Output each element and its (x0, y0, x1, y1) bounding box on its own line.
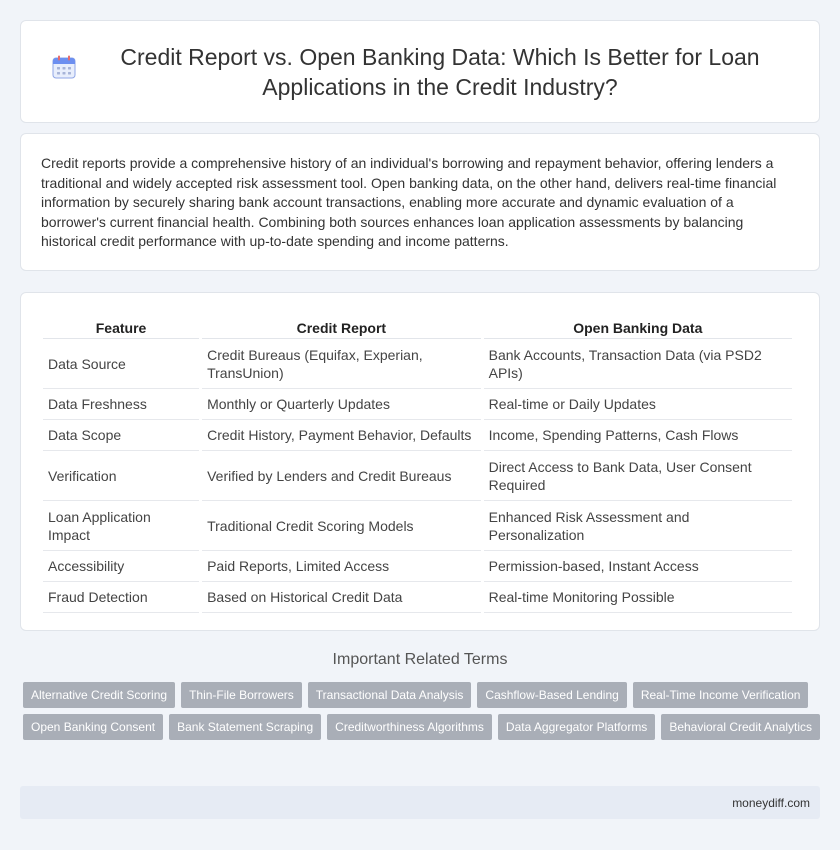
feature-cell: Fraud Detection (43, 582, 199, 613)
open-banking-cell: Direct Access to Bank Data, User Consent Required (484, 451, 792, 501)
related-term-tag[interactable]: Behavioral Credit Analytics (661, 714, 820, 740)
related-term-tag[interactable]: Alternative Credit Scoring (23, 682, 175, 708)
open-banking-cell: Income, Spending Patterns, Cash Flows (484, 420, 792, 451)
credit-report-cell: Verified by Lenders and Credit Bureaus (202, 451, 481, 501)
comparison-table (40, 313, 795, 613)
table-row (43, 582, 792, 613)
credit-report-cell: Paid Reports, Limited Access (202, 551, 481, 582)
related-term-tag[interactable]: Transactional Data Analysis (308, 682, 472, 708)
intro-card (20, 133, 820, 271)
related-terms-list (23, 682, 823, 740)
title-card (20, 20, 820, 123)
table-row (43, 551, 792, 582)
open-banking-cell: Enhanced Risk Assessment and Personalization (484, 501, 792, 551)
feature-cell: Loan Application Impact (43, 501, 199, 551)
related-term-tag[interactable]: Real-Time Income Verification (633, 682, 809, 708)
page-title: Credit Report vs. Open Banking Data: Which Is Better for Loan Applications in the Credit Industry? (120, 43, 760, 100)
credit-report-cell: Based on Historical Credit Data (202, 582, 481, 613)
header-open-banking: Open Banking Data (484, 313, 792, 339)
header-credit-report: Credit Report (202, 313, 481, 339)
calendar-icon (51, 54, 77, 80)
related-term-tag[interactable]: Cashflow-Based Lending (477, 682, 626, 708)
table-row (43, 389, 792, 420)
feature-cell: Accessibility (43, 551, 199, 582)
table-row (43, 339, 792, 389)
related-term-tag[interactable]: Creditworthiness Algorithms (327, 714, 492, 740)
credit-report-cell: Credit Bureaus (Equifax, Experian, TransUnion) (202, 339, 481, 389)
related-terms-title: Important Related Terms (332, 651, 508, 668)
table-header-row (43, 313, 792, 339)
intro-paragraph: Credit reports provide a comprehensive history of an individual's borrowing and repayment behavior, offering lenders a traditional and widely accepted risk assessment tool. Open banking data, on the other hand, delivers real-time financial information by securely sharing bank account transactions, enabling more accurate and dynamic evaluation of a borrower's current financial health. Combining both sources enhances loan application assessments by balancing historical credit performance with up-to-date spending and income patterns. (41, 155, 777, 249)
open-banking-cell: Bank Accounts, Transaction Data (via PSD2 APIs) (484, 339, 792, 389)
table-row (43, 420, 792, 451)
feature-cell: Verification (43, 451, 199, 501)
related-term-tag[interactable]: Data Aggregator Platforms (498, 714, 655, 740)
comparison-table-card (20, 292, 820, 631)
credit-report-cell: Traditional Credit Scoring Models (202, 501, 481, 551)
credit-report-cell: Credit History, Payment Behavior, Defaults (202, 420, 481, 451)
related-term-tag[interactable]: Open Banking Consent (23, 714, 163, 740)
open-banking-cell: Permission-based, Instant Access (484, 551, 792, 582)
table-row (43, 451, 792, 501)
open-banking-cell: Real-time or Daily Updates (484, 389, 792, 420)
feature-cell: Data Scope (43, 420, 199, 451)
footer-site-link[interactable]: moneydiff.com (732, 795, 810, 810)
table-row (43, 501, 792, 551)
open-banking-cell: Real-time Monitoring Possible (484, 582, 792, 613)
related-term-tag[interactable]: Thin-File Borrowers (181, 682, 302, 708)
footer (20, 786, 820, 819)
feature-cell: Data Source (43, 339, 199, 389)
header-feature: Feature (43, 313, 199, 339)
feature-cell: Data Freshness (43, 389, 199, 420)
title-wrap (21, 42, 819, 102)
related-term-tag[interactable]: Bank Statement Scraping (169, 714, 321, 740)
credit-report-cell: Monthly or Quarterly Updates (202, 389, 481, 420)
